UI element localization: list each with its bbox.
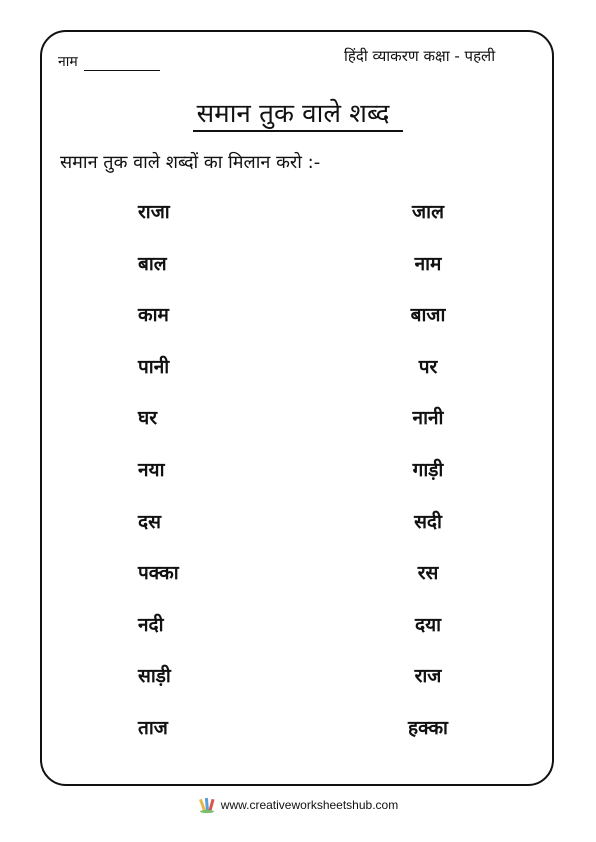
- match-row: [0, 611, 596, 663]
- left-word[interactable]: नदी: [138, 613, 164, 636]
- left-word[interactable]: ताज: [138, 716, 168, 739]
- left-word[interactable]: राजा: [138, 201, 170, 223]
- match-row: [0, 404, 596, 456]
- left-word[interactable]: नया: [138, 458, 165, 481]
- match-row: [0, 250, 596, 302]
- right-word[interactable]: गाड़ी: [412, 458, 444, 481]
- left-word[interactable]: काम: [138, 304, 169, 327]
- left-word[interactable]: दस: [138, 510, 161, 533]
- matching-list: [0, 198, 596, 766]
- right-word[interactable]: नाम: [414, 252, 442, 275]
- right-word[interactable]: राज: [414, 665, 442, 688]
- left-word[interactable]: घर: [138, 407, 158, 430]
- match-row: [0, 198, 596, 250]
- match-row: [0, 714, 596, 766]
- worksheet-title: [0, 94, 596, 130]
- right-word[interactable]: रस: [417, 562, 439, 585]
- right-word[interactable]: पर: [418, 355, 438, 378]
- match-row: [0, 301, 596, 353]
- left-word[interactable]: पानी: [138, 355, 170, 378]
- match-row: [0, 456, 596, 508]
- left-word[interactable]: साड़ी: [138, 665, 171, 688]
- match-row: [0, 508, 596, 560]
- title-text: समान तुक वाले शब्द: [193, 99, 404, 132]
- match-row: [0, 353, 596, 405]
- pencils-icon: [198, 796, 216, 814]
- footer: [0, 796, 596, 814]
- right-word[interactable]: जाल: [412, 201, 444, 223]
- right-word[interactable]: नानी: [412, 407, 444, 430]
- right-word[interactable]: हक्का: [408, 716, 448, 739]
- right-word[interactable]: बाजा: [410, 304, 446, 327]
- match-row: [0, 559, 596, 611]
- match-row: [0, 662, 596, 714]
- right-word[interactable]: सदी: [414, 510, 442, 533]
- name-field[interactable]: [58, 52, 160, 71]
- instruction-text: समान तुक वाले शब्दों का मिलान करो :-: [60, 152, 321, 173]
- left-word[interactable]: पक्का: [138, 562, 179, 585]
- name-blank-line[interactable]: [84, 56, 160, 71]
- name-label: नाम: [58, 54, 78, 70]
- right-word[interactable]: दया: [414, 613, 442, 636]
- website-link[interactable]: www.creativeworksheetshub.com: [220, 798, 399, 812]
- subject-class-label: हिंदी व्याकरण कक्षा - पहली: [344, 47, 496, 65]
- left-word[interactable]: बाल: [138, 252, 167, 275]
